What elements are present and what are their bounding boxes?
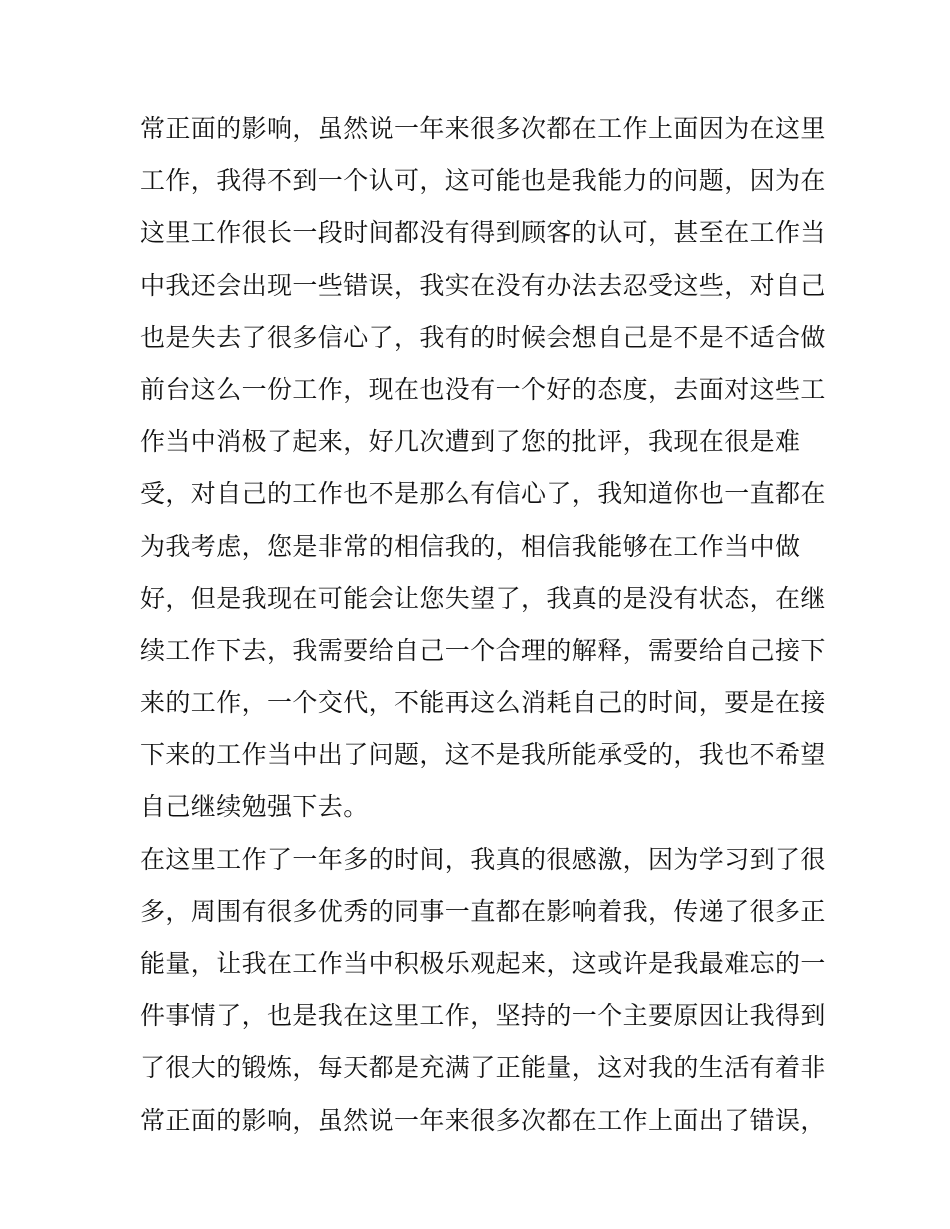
text-line: 件事情了，也是我在这里工作，坚持的一个主要原因让我得到 <box>140 1001 826 1031</box>
text-line: 中我还会出现一些错误，我实在没有办法去忍受这些，对自己 <box>140 270 826 300</box>
text-line: 也是失去了很多信心了，我有的时候会想自己是不是不适合做 <box>140 322 826 352</box>
text-line: 能量，让我在工作当中积极乐观起来，这或许是我最难忘的一 <box>140 949 826 978</box>
text-line: 这里工作很长一段时间都没有得到顾客的认可，甚至在工作当 <box>140 218 826 248</box>
text-line: 常正面的影响，虽然说一年来很多次都在工作上面因为在这里 <box>140 114 826 143</box>
text-line: 受，对自己的工作也不是那么有信心了，我知道你也一直都在 <box>140 479 826 509</box>
text-line: 续工作下去，我需要给自己一个合理的解释，需要给自己接下 <box>140 635 826 665</box>
text-line: 前台这么一份工作，现在也没有一个好的态度，去面对这些工 <box>140 374 826 404</box>
text-line: 多，周围有很多优秀的同事一直都在影响着我，传递了很多正 <box>140 896 826 926</box>
text-line: 好，但是我现在可能会让您失望了，我真的是没有状态，在继 <box>140 583 826 613</box>
text-line: 在这里工作了一年多的时间，我真的很感激，因为学习到了很 <box>140 844 826 874</box>
text-line: 自己继续勉强下去。 <box>140 792 369 822</box>
text-line: 下来的工作当中出了问题，这不是我所能承受的，我也不希望 <box>140 740 826 770</box>
text-line: 作当中消极了起来，好几次遭到了您的批评，我现在很是难 <box>140 427 801 457</box>
text-line: 为我考虑，您是非常的相信我的，相信我能够在工作当中做 <box>140 531 801 561</box>
text-line: 工作，我得不到一个认可，这可能也是我能力的问题，因为在 <box>140 166 826 196</box>
body-text <box>140 103 826 1147</box>
text-line: 了很大的锻炼，每天都是充满了正能量，这对我的生活有着非 <box>140 1053 826 1083</box>
text-line: 来的工作，一个交代，不能再这么消耗自己的时间，要是在接 <box>140 688 826 718</box>
text-line: 常正面的影响，虽然说一年来很多次都在工作上面出了错误， <box>140 1105 826 1135</box>
